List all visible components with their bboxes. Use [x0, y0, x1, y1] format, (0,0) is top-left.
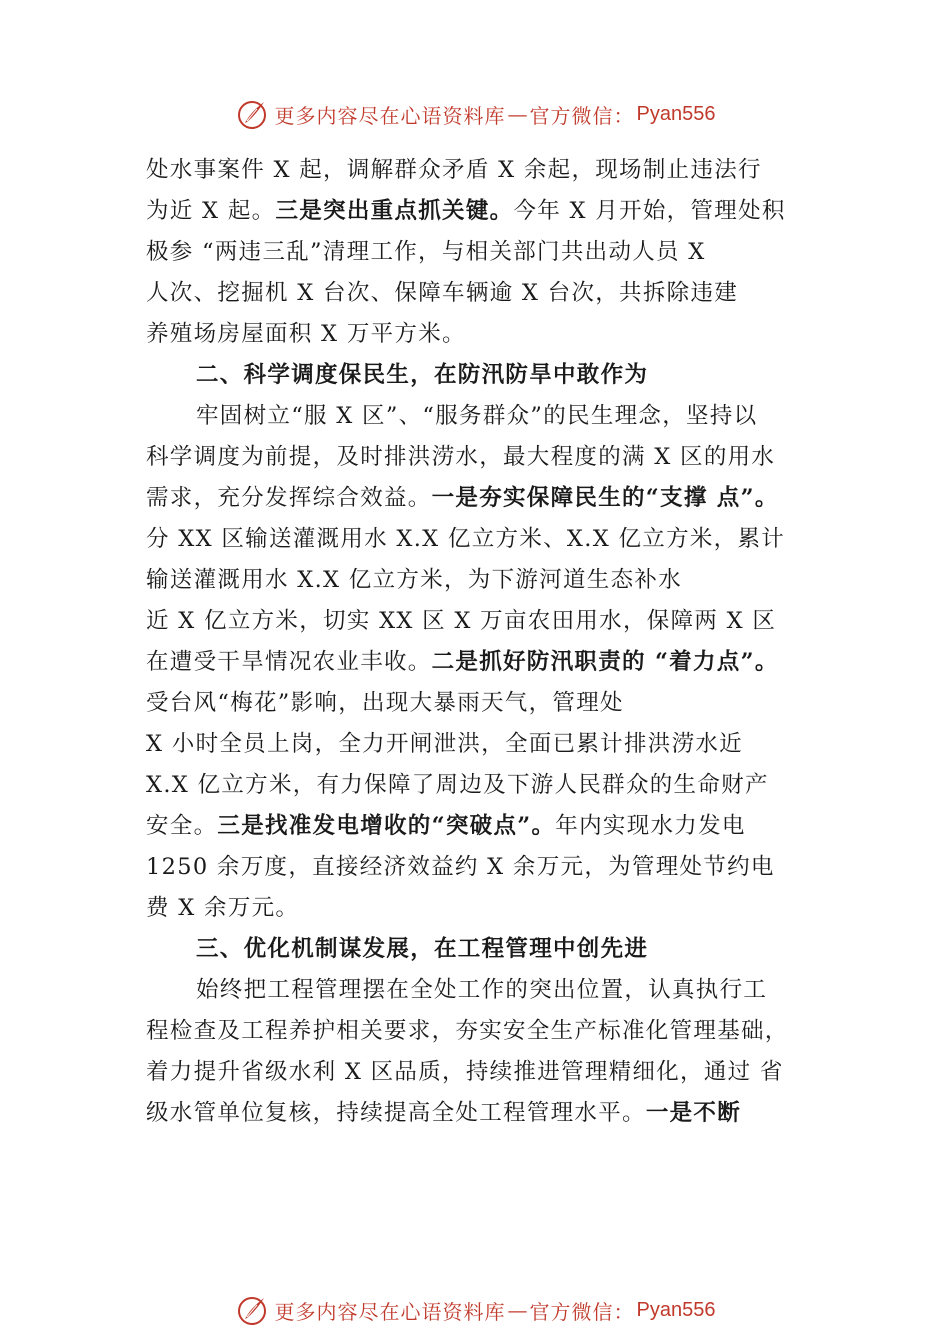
text-run: X.X 亿立方米，有力保障了周边及下游人民群众的生命财产 — [146, 772, 769, 798]
quill-seal-icon — [235, 1293, 269, 1327]
text-run: 近 X 亿立方米，切实 XX 区 X 万亩农田用水，保障两 X 区 — [146, 608, 777, 634]
text-run: 科学调度为前提，及时排洪涝水，最大程度的满 X 区的用水 — [146, 444, 776, 470]
text-run: 养殖场房屋面积 X 万平方米。 — [146, 321, 466, 347]
paragraph-line — [146, 1093, 826, 1134]
text-run: 受台风“梅花”影响，出现大暴雨天气，管理处 — [146, 690, 624, 716]
paragraph-line — [146, 847, 826, 888]
paragraph-line — [146, 806, 826, 847]
text-run: 程检查及工程养护相关要求，夯实安全生产标准化管理基础， — [146, 1018, 789, 1044]
text-run: 在遭受干旱情况农业丰收。 — [146, 649, 432, 675]
paragraph-line — [146, 191, 826, 232]
section-heading — [146, 929, 826, 970]
text-run: 安全。 — [146, 813, 218, 839]
paragraph-line — [146, 232, 826, 273]
paragraph-line — [146, 765, 826, 806]
text-run: 处水事案件 X 起，调解群众矛盾 X 余起，现场制止违法行 — [146, 157, 762, 183]
watermark-wechat-id: Pyan556 — [636, 102, 716, 125]
paragraph-line — [146, 724, 826, 765]
quill-seal-icon — [235, 97, 269, 131]
text-run: 今年 X 月开始，管理处积 — [513, 198, 786, 224]
text-run: 始终把工程管理摆在全处工作的突出位置，认真执行工 — [196, 977, 768, 1003]
paragraph-line — [146, 273, 826, 314]
bold-phrase: 一是夯实保障民生的“支撑 点”。 — [431, 485, 779, 511]
text-run: 费 X 余万元。 — [146, 895, 300, 921]
paragraph-line — [146, 1052, 826, 1093]
text-run: 二、科学调度保民生，在防汛防旱中敢作为 — [196, 362, 649, 388]
bold-phrase: 三是找准发电增收的“突破点”。 — [217, 813, 556, 839]
text-run: 分 XX 区输送灌溉用水 X.X 亿立方米、X.X 亿立方米，累计 — [146, 526, 786, 552]
bold-phrase: 二是抓好防汛职责的 “着力点”。 — [431, 649, 779, 675]
paragraph-line — [146, 314, 826, 355]
text-run: 人次、挖掘机 X 台次、保障车辆逾 X 台次，共拆除违建 — [146, 280, 739, 306]
text-run: 1250 余万度，直接经济效益约 X 余万元，为管理处节约电 — [146, 854, 775, 880]
text-run: 输送灌溉用水 X.X 亿立方米，为下游河道生态补水 — [146, 567, 682, 593]
watermark-separator: — — [507, 102, 528, 126]
watermark-wechat-label: 官方微信： — [529, 1299, 635, 1324]
paragraph-line — [146, 683, 826, 724]
paragraph-line — [146, 1011, 826, 1052]
watermark-site-text: 更多内容尽在心语资料库 — [274, 1299, 506, 1324]
watermark-banner-top — [0, 94, 950, 134]
paragraph-line — [146, 642, 826, 683]
bold-phrase: 一是不断 — [645, 1100, 742, 1126]
paragraph-line — [146, 560, 826, 601]
watermark-banner-bottom — [0, 1290, 950, 1330]
text-run: 牢固树立“服 X 区”、“服务群众”的民生理念，坚持以 — [196, 403, 758, 429]
paragraph-line — [146, 601, 826, 642]
text-run: 为近 X 起。 — [146, 198, 276, 224]
watermark-site-text: 更多内容尽在心语资料库 — [274, 103, 506, 128]
paragraph-line — [146, 478, 826, 519]
text-run: 极参 “两违三乱”清理工作，与相关部门共出动人员 X — [146, 239, 706, 265]
paragraph-line — [146, 396, 826, 437]
document-body — [146, 150, 826, 1134]
watermark-wechat-label: 官方微信： — [529, 103, 635, 128]
text-run: 三、优化机制谋发展，在工程管理中创先进 — [196, 936, 649, 962]
paragraph-line — [146, 150, 826, 191]
paragraph-line — [146, 519, 826, 560]
paragraph-line — [146, 437, 826, 478]
text-run: 年内实现水力发电 — [555, 813, 746, 839]
section-heading — [146, 355, 826, 396]
text-run: 级水管单位复核，持续提高全处工程管理水平。 — [146, 1100, 646, 1126]
watermark-wechat-id: Pyan556 — [636, 1298, 716, 1321]
text-run: X 小时全员上岗，全力开闸泄洪，全面已累计排洪涝水近 — [146, 731, 743, 757]
text-run: 着力提升省级水利 X 区品质，持续推进管理精细化，通过 省 — [146, 1059, 784, 1085]
bold-phrase: 三是突出重点抓关键。 — [275, 198, 514, 224]
watermark-separator: — — [507, 1298, 528, 1322]
paragraph-line — [146, 888, 826, 929]
paragraph-line — [146, 970, 826, 1011]
text-run: 需求，充分发挥综合效益。 — [146, 485, 432, 511]
